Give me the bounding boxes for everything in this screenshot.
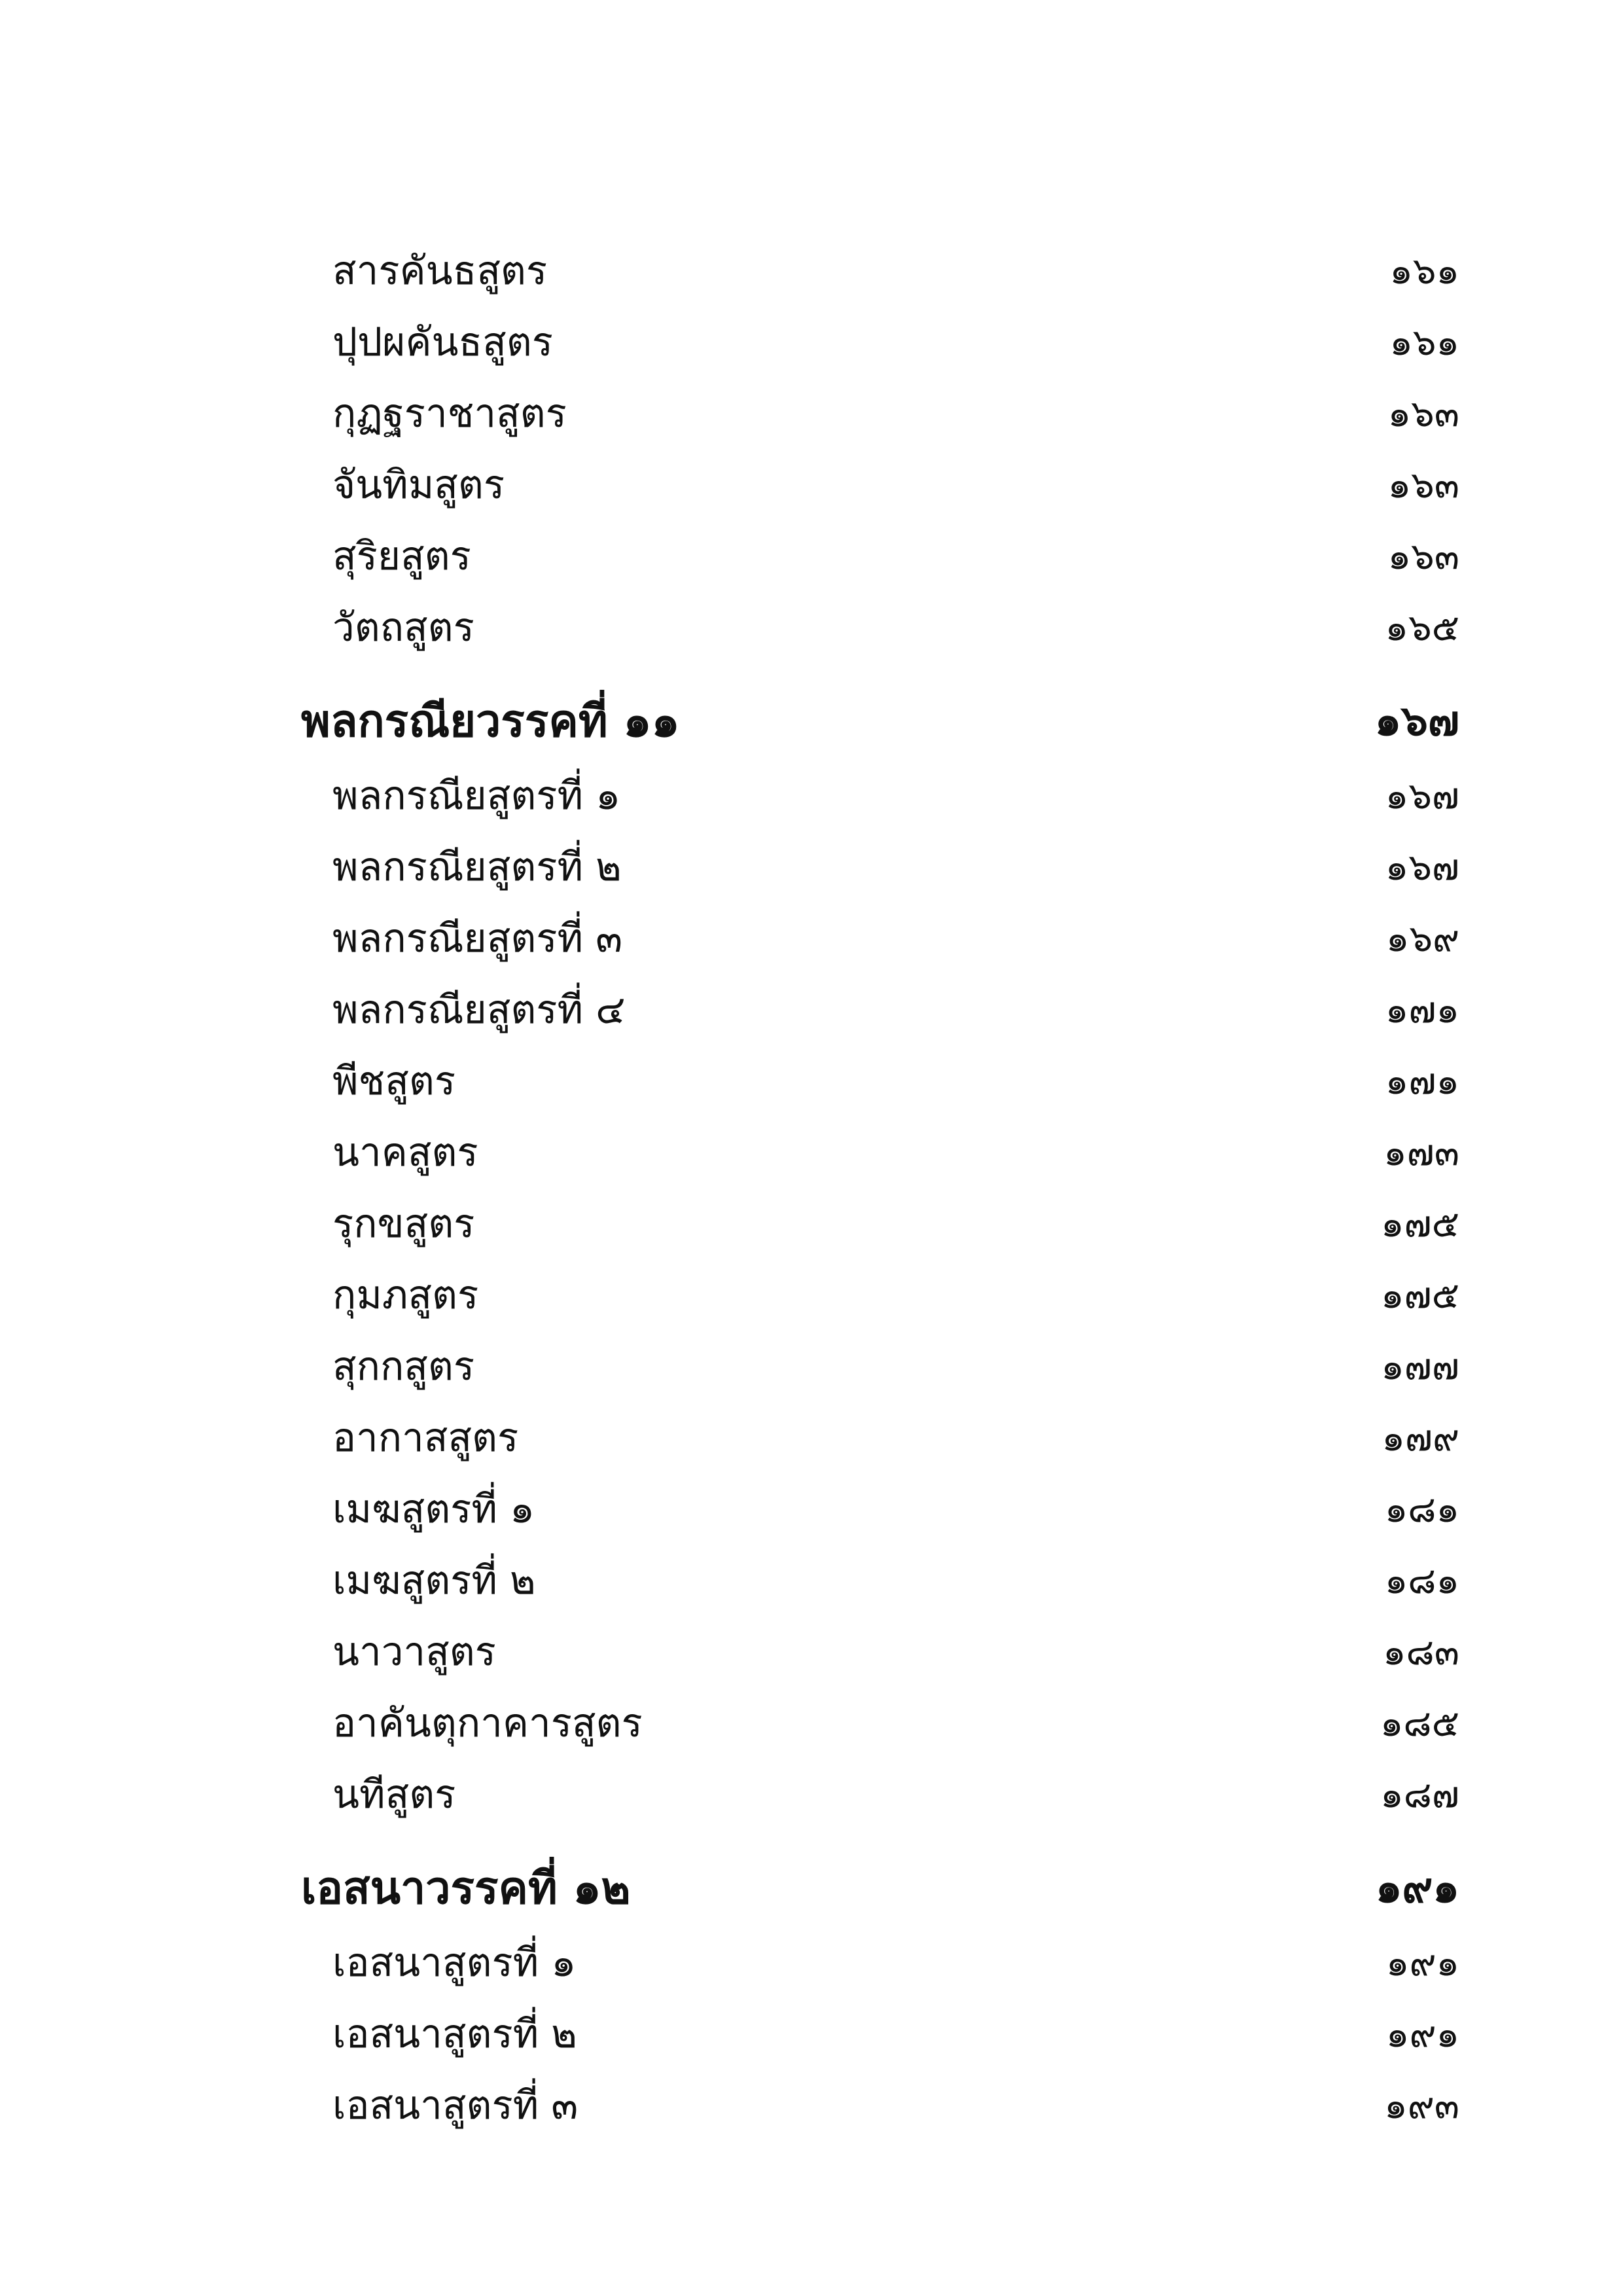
toc-entry-page: ๑๙๑ <box>1385 2013 1459 2056</box>
toc-entry-page: ๑๗๑ <box>1385 1060 1459 1103</box>
toc-entry-title: พลกรณียสูตรที่ ๔ <box>332 987 626 1033</box>
toc-entry-title: เอสนาสูตรที่ ๑ <box>332 1940 577 1986</box>
toc-entry <box>301 832 1472 903</box>
toc-entry-page: ๑๖๓ <box>1387 535 1459 578</box>
toc-entry-page: ๑๖๑ <box>1389 250 1459 293</box>
toc-entry-page: ๑๙๑ <box>1385 1942 1459 1984</box>
toc-entry <box>301 307 1472 378</box>
toc-entry-page: ๑๖๙ <box>1385 918 1459 960</box>
toc-entry-title: พีชสูตร <box>332 1058 456 1104</box>
toc-entry <box>301 1046 1472 1117</box>
toc-entry <box>301 2070 1472 2142</box>
toc-entry-title: พลกรณียสูตรที่ ๓ <box>332 916 623 961</box>
toc-entry-page: ๑๖๓ <box>1387 464 1459 507</box>
toc-entry <box>301 1117 1472 1189</box>
toc-entry-page: ๑๖๗ <box>1385 846 1459 889</box>
toc-section-heading <box>301 682 1472 761</box>
toc-entry-title: อาคันตุกาคารสูตร <box>332 1700 643 1746</box>
toc-entry-page: ๑๘๓ <box>1382 1631 1459 1674</box>
toc-entry <box>301 1759 1472 1831</box>
toc-entry-title: เอสนาสูตรที่ ๓ <box>332 2083 579 2128</box>
toc-entry-title: นาคสูตร <box>332 1130 478 1175</box>
toc-entry-page: ๑๗๙ <box>1382 1417 1459 1460</box>
toc-entry-page: ๑๖๑ <box>1389 321 1459 364</box>
toc-section-title: พลกรณียวรรคที่ ๑๑ <box>301 695 680 747</box>
toc-entry-title: เอสนาสูตรที่ ๒ <box>332 2011 577 2057</box>
toc-entry-title: นาวาสูตร <box>332 1629 496 1675</box>
toc-entry <box>301 761 1472 832</box>
toc-entry-page: ๑๘๗ <box>1380 1774 1459 1816</box>
toc-entry-title: พลกรณียสูตรที่ ๒ <box>332 844 622 890</box>
toc-entry-page: ๑๘๑ <box>1384 1560 1459 1602</box>
toc-section-heading <box>301 1849 1472 1928</box>
toc-entry <box>301 1545 1472 1617</box>
table-of-contents <box>301 236 1472 2142</box>
toc-entry <box>301 1688 1472 1759</box>
toc-entry <box>301 236 1472 307</box>
toc-entry-title: ปุปผคันธสูตร <box>332 319 553 365</box>
toc-entry-title: สารคันธสูตร <box>332 248 548 294</box>
toc-entry <box>301 592 1472 664</box>
toc-entry-page: ๑๖๓ <box>1387 393 1459 435</box>
toc-entry-page: ๑๖๕ <box>1385 607 1459 649</box>
toc-entry <box>301 1999 1472 2070</box>
toc-entry-title: สุริยสูตร <box>332 533 471 579</box>
toc-section-title: เอสนาวรรคที่ ๑๒ <box>301 1862 631 1914</box>
toc-entry <box>301 1331 1472 1403</box>
toc-entry-title: กุมภสูตร <box>332 1272 479 1318</box>
toc-section-page: ๑๙๑ <box>1375 1863 1459 1912</box>
toc-entry <box>301 1617 1472 1688</box>
toc-entry <box>301 378 1472 450</box>
toc-entry <box>301 521 1472 592</box>
toc-entry-page: ๑๗๕ <box>1380 1203 1459 1246</box>
toc-entry-title: เมฆสูตรที่ ๒ <box>332 1558 536 1604</box>
toc-entry-page: ๑๗๑ <box>1385 989 1459 1031</box>
toc-entry <box>301 1403 1472 1474</box>
toc-section-page: ๑๖๗ <box>1374 696 1459 745</box>
toc-entry <box>301 903 1472 975</box>
toc-entry-page: ๑๗๕ <box>1380 1274 1459 1317</box>
toc-entry-title: สุกกสูตร <box>332 1344 475 1390</box>
toc-entry-page: ๑๙๓ <box>1384 2085 1459 2127</box>
toc-entry-title: รุกขสูตร <box>332 1201 475 1247</box>
toc-entry-title: อากาสสูตร <box>332 1415 519 1461</box>
toc-entry-page: ๑๘๑ <box>1384 1488 1459 1531</box>
toc-entry-title: พลกรณียสูตรที่ ๑ <box>332 773 621 819</box>
toc-entry-page: ๑๗๓ <box>1383 1132 1459 1174</box>
toc-entry-page: ๑๖๗ <box>1385 775 1459 817</box>
toc-entry <box>301 1189 1472 1260</box>
toc-entry <box>301 1260 1472 1331</box>
toc-entry-title: จันทิมสูตร <box>332 462 505 508</box>
toc-entry <box>301 450 1472 521</box>
toc-entry-title: นทีสูตร <box>332 1772 456 1818</box>
toc-entry-page: ๑๘๕ <box>1380 1702 1459 1745</box>
toc-entry-title: วัตถสูตร <box>332 605 474 651</box>
toc-entry <box>301 975 1472 1046</box>
toc-entry-page: ๑๗๗ <box>1381 1346 1459 1388</box>
toc-entry-title: เมฆสูตรที่ ๑ <box>332 1486 535 1532</box>
toc-entry-title: กุฏฐราชาสูตร <box>332 391 567 437</box>
toc-entry <box>301 1928 1472 1999</box>
toc-entry <box>301 1474 1472 1545</box>
